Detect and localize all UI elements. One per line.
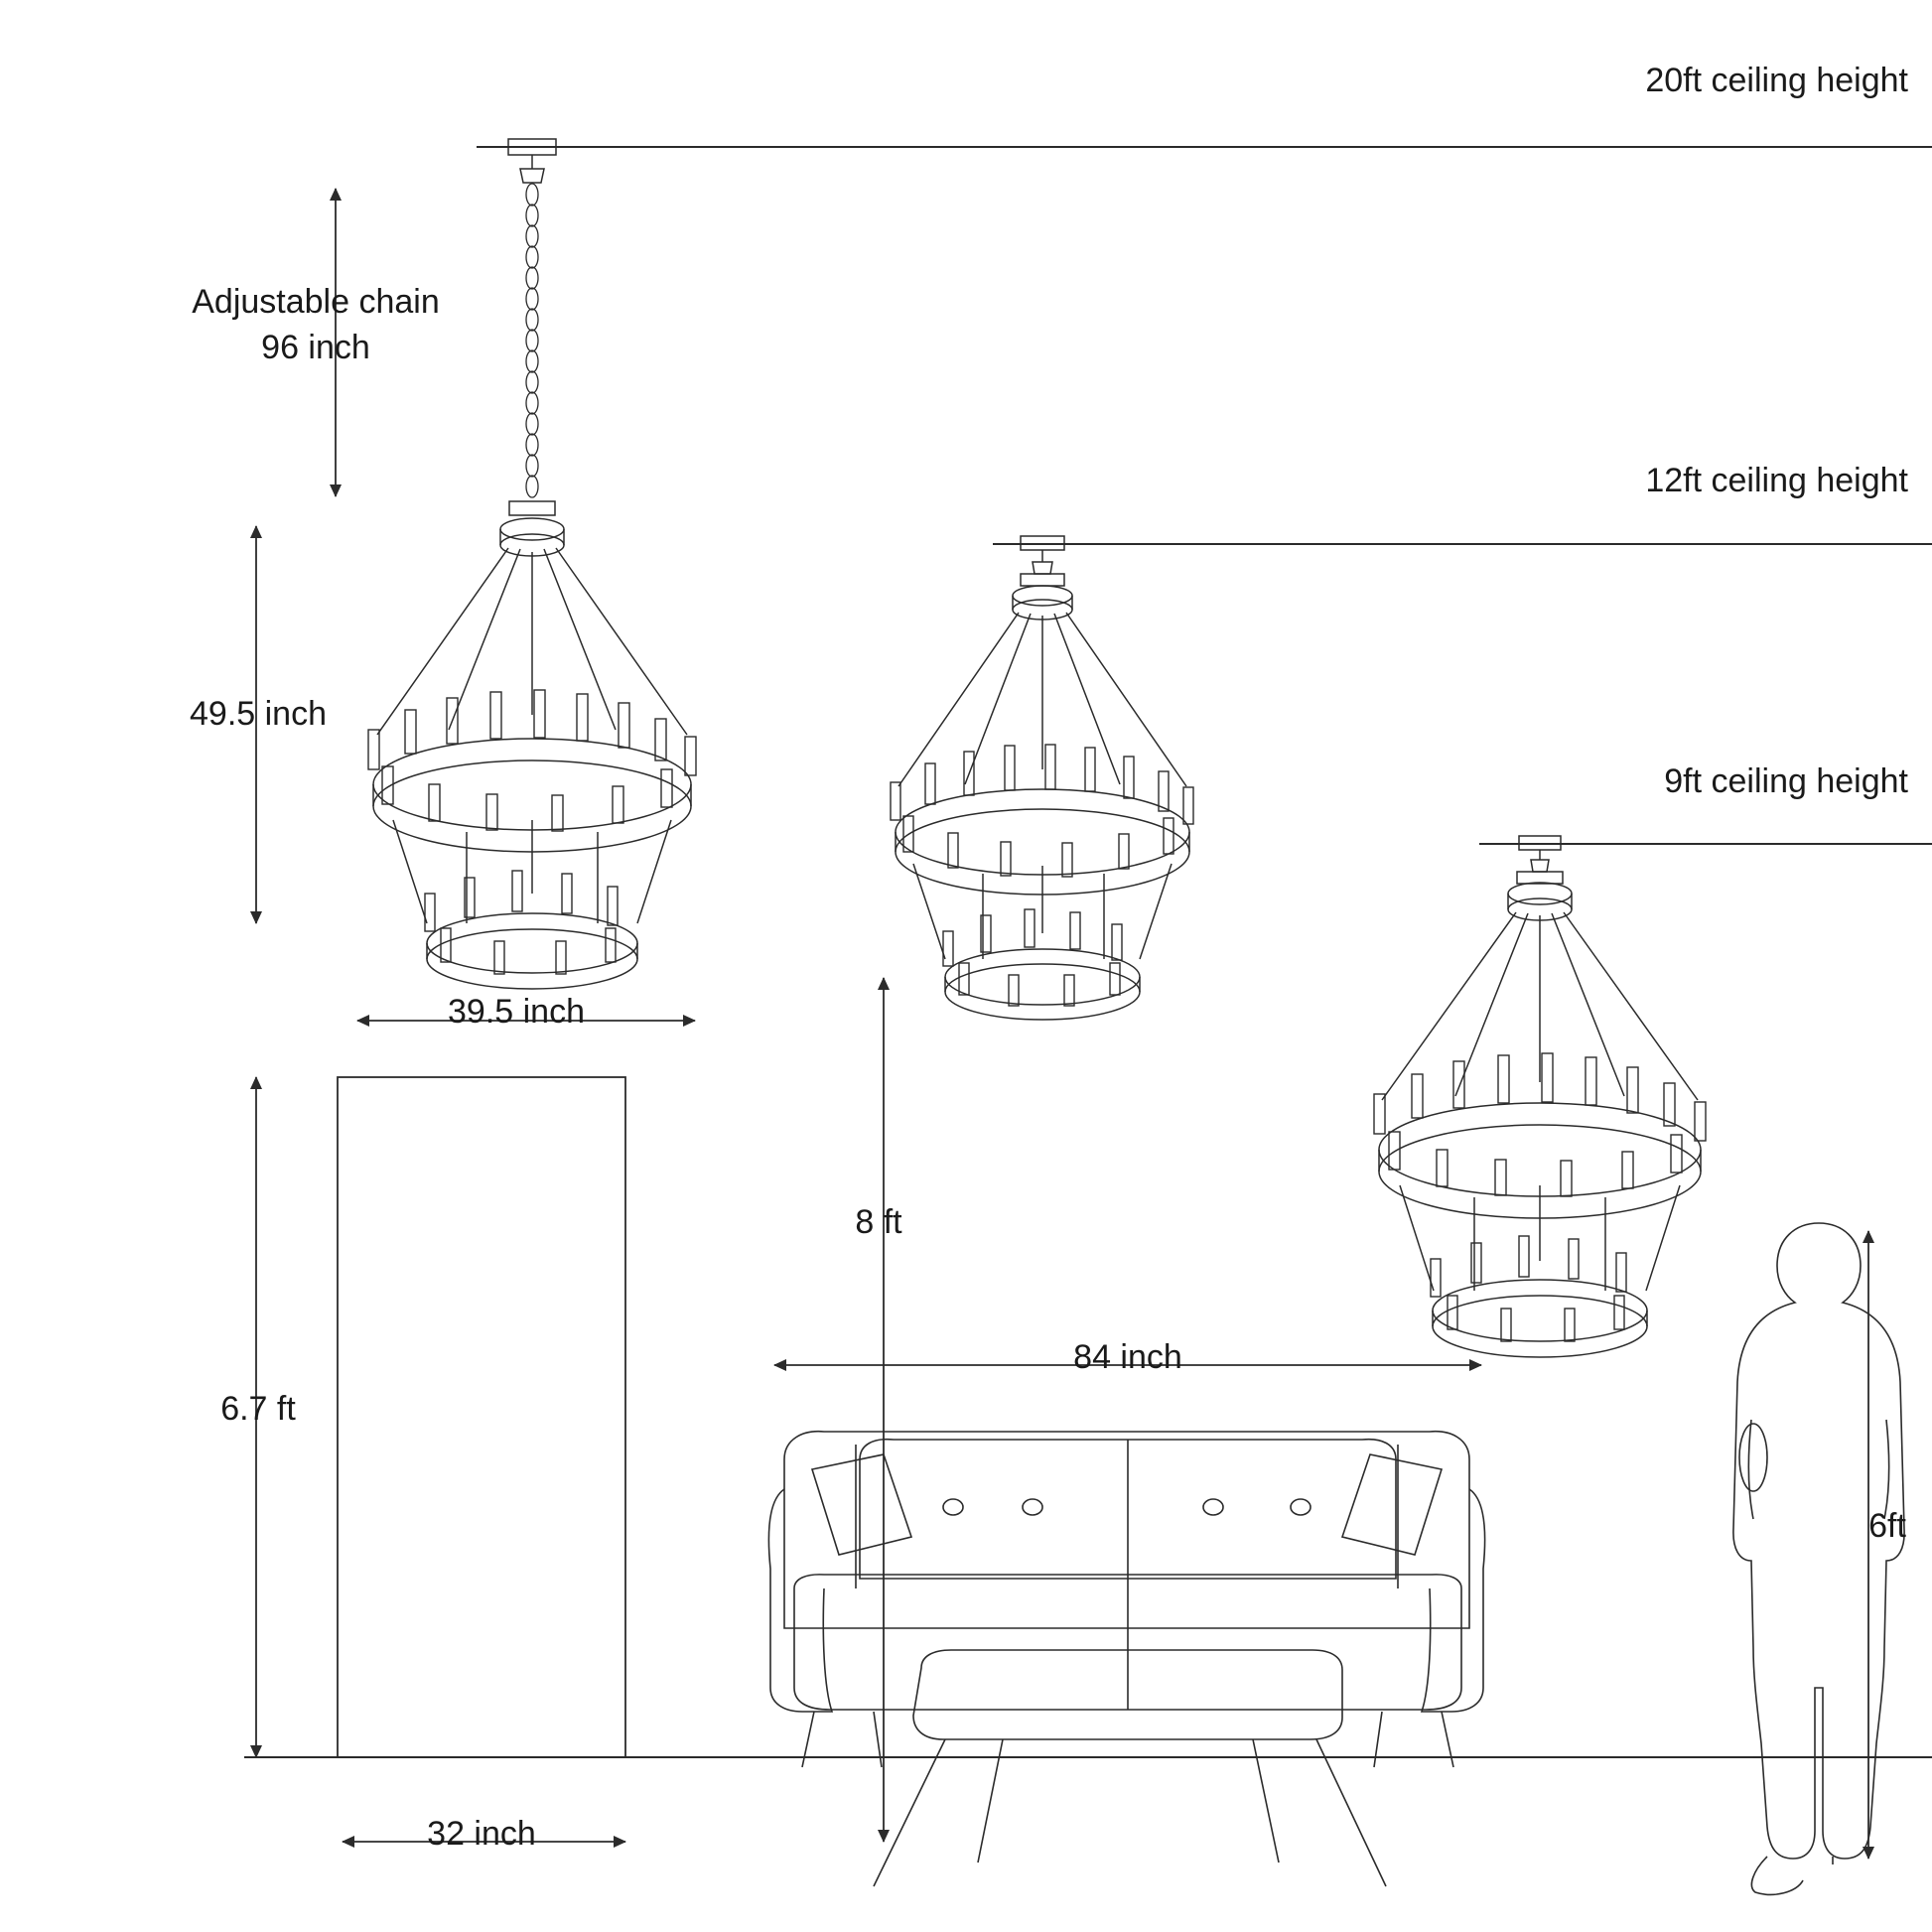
chandelier-20ft (368, 139, 696, 989)
label-ceiling-12ft: 12ft ceiling height (1645, 462, 1908, 499)
label-adjustable-chain-line1: Adjustable chain (192, 283, 440, 321)
label-fixture-width: 39.5 inch (448, 993, 585, 1031)
label-sofa-width: 84 inch (1073, 1338, 1182, 1376)
label-ceiling-20ft: 20ft ceiling height (1645, 62, 1908, 99)
coffee-table (874, 1650, 1386, 1886)
label-fixture-height: 49.5 inch (190, 695, 327, 733)
sofa (768, 1432, 1484, 1767)
person-silhouette (1733, 1223, 1904, 1894)
chandelier-12ft (891, 536, 1193, 1020)
label-ceiling-9ft: 9ft ceiling height (1664, 762, 1908, 800)
label-hang-height: 8 ft (855, 1203, 902, 1241)
label-person-height: 6ft (1868, 1507, 1906, 1545)
label-door-height: 6.7 ft (220, 1390, 296, 1428)
label-adjustable-chain-line2: 96 inch (261, 329, 370, 366)
chandelier-9ft (1374, 836, 1706, 1357)
label-door-width: 32 inch (427, 1815, 536, 1853)
